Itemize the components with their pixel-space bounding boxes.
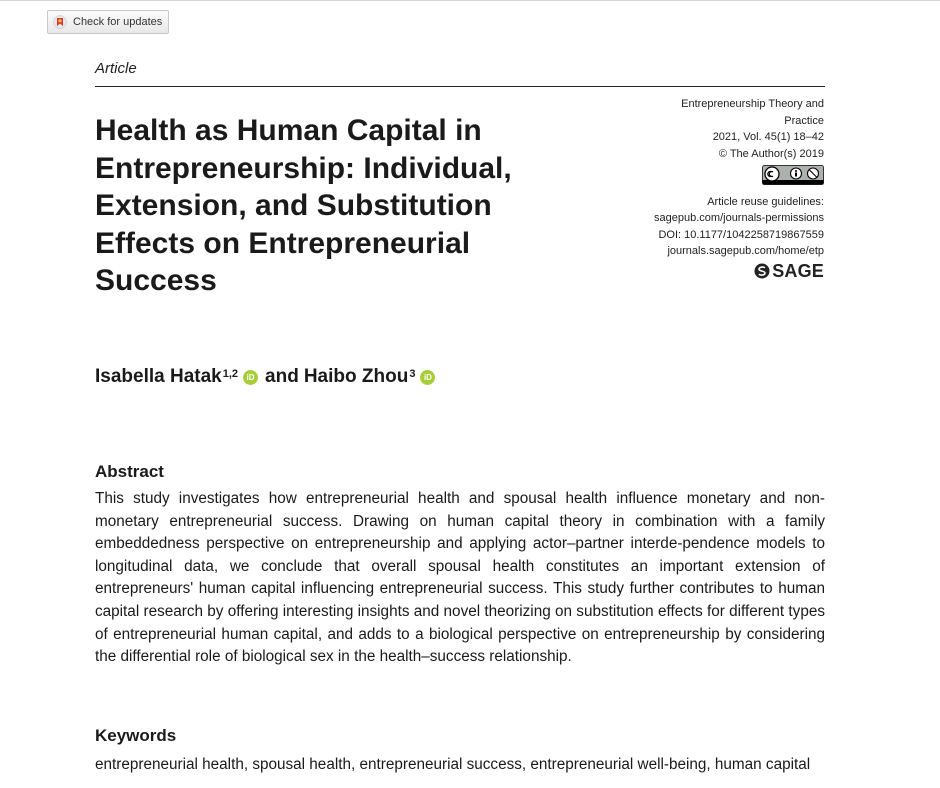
header-rule	[95, 86, 825, 87]
sage-mark-icon	[754, 263, 770, 279]
reuse-guidelines-label: Article reuse guidelines:	[707, 195, 824, 208]
orcid-icon[interactable]: iD	[420, 370, 435, 385]
sage-logo-text: SAGE	[772, 260, 824, 281]
keywords-text: entrepreneurial health, spousal health, entrepreneurial success, entrepreneurial well-being, human capital	[95, 756, 811, 773]
author-name: Isabella Hatak	[95, 366, 222, 387]
sage-logo	[754, 260, 824, 281]
article-title: Health as Human Capital in Entrepreneurship: Individual, Extension, and Substitution Effects on Entrepreneurial Success	[95, 114, 512, 297]
author-affiliation: 1,2	[222, 368, 239, 380]
author-name: Haibo Zhou	[303, 366, 409, 387]
cc-by-nc-icon[interactable]	[762, 165, 824, 185]
check-for-updates-button[interactable]	[47, 10, 169, 34]
journal-name-line1: Entrepreneurship Theory and	[681, 98, 824, 110]
keywords-heading: Keywords	[95, 726, 177, 745]
author-list	[95, 366, 441, 388]
journal-name-line2: Practice	[784, 114, 824, 127]
doi-text[interactable]: DOI: 10.1177/1042258719867559	[658, 228, 824, 241]
journal-citation: 2021, Vol. 45(1) 18–42	[712, 131, 824, 143]
article-type-label: Article	[95, 60, 137, 77]
journal-homepage-link[interactable]: journals.sagepub.com/home/etp	[667, 245, 824, 257]
check-for-updates-label: Check for updates	[73, 16, 163, 28]
author-affiliation: 3	[409, 368, 416, 380]
abstract-text: This study investigates how entrepreneurial health and spousal health influence monetary and non-monetary entrepreneurial success. Drawing on human capital theory in combination with a family embeddedness perspective on entrepreneurship and applying actor–partner interde-pendence models to longitudinal data, we conclude that overall spousal health constitutes an important extension of entrepreneurs' human capital influencing entrepreneurial success. This study further contributes to human capital research by offering interesting insights and novel theorizing on substitution effects for different types of entrepreneurial human capital, and adds to a biological perspective on entrepreneurship by considering the differential role of biological sex in the health–success relationship.	[95, 490, 825, 666]
orcid-icon[interactable]: iD	[243, 370, 258, 385]
abstract-heading: Abstract	[95, 462, 164, 481]
permissions-link[interactable]: sagepub.com/journals-permissions	[654, 212, 824, 224]
author-separator: and	[265, 366, 299, 387]
viewer-top-border	[0, 0, 940, 1]
journal-metadata	[584, 96, 824, 284]
check-updates-icon	[53, 15, 67, 29]
journal-copyright: © The Author(s) 2019	[718, 147, 824, 160]
